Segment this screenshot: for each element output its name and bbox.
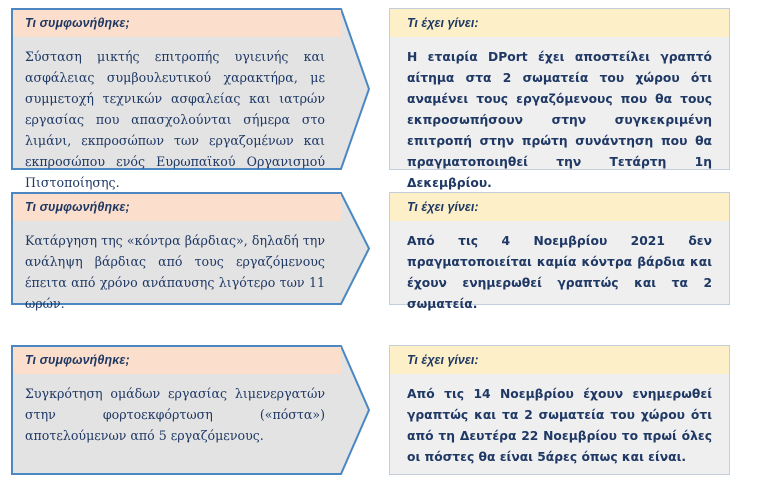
done-body-2: Από τις 4 Νοεμβρίου 2021 δεν πραγματοποιείται καμία κόντρα βάρδια και έχουν ενημερωθεί γραπτώς και τα 2 σωματεία. bbox=[407, 234, 712, 311]
agreed-body-3: Συγκρότηση ομάδων εργασίας λιμενεργατών στην φορτοεκφόρτωση («πόστα») αποτελούμενων από 5 εργαζόμενους. bbox=[25, 386, 325, 443]
done-callout-2 bbox=[389, 192, 730, 311]
agreed-callout-3 bbox=[11, 345, 370, 475]
agreed-content-2 bbox=[11, 192, 341, 311]
agreed-header-1: Τι συμφωνήθηκε; bbox=[25, 16, 130, 30]
done-body-1: Η εταιρία DPort έχει αποστείλει γραπτό αίτημα στα 2 σωματεία του χώρου ότι αναμένει τους εργαζόμενους που θα τους εκπροσωπήσουν στην συγκεκριμένη επιτροπή στην πρώτη συνάντηση που θα πραγματοποιηθεί την Τετάρτη 1η Δεκεμβρίου. bbox=[407, 50, 712, 190]
agreed-body-1: Σύσταση μικτής επιτροπής υγιεινής και ασφάλειας συμβουλευτικού χαρακτήρα, με συμμετοχή τεχνικών ασφαλείας και ιατρών εργασίας που απασχολούνται σήμερα στο λιμάνι, εκπροσώπων των εργαζομένων και εκπροσώπου ενός Ευρωπαϊκού Οργανισμού Πιστοποίησης. bbox=[25, 49, 325, 190]
agreed-callout-2 bbox=[11, 192, 370, 311]
done-header-2: Τι έχει γίνει: bbox=[390, 193, 729, 221]
agreed-callout-1 bbox=[11, 8, 370, 190]
done-header-3: Τι έχει γίνει: bbox=[390, 346, 729, 374]
done-body-3: Από τις 14 Νοεμβρίου έχουν ενημερωθεί γραπτώς και τα 2 σωματεία του χώρου ότι από τη Δευτέρα 22 Νοεμβρίου το πρωί όλες οι πόστες θα είναι 5άρες όπως και είναι. bbox=[407, 387, 712, 464]
done-callout-1 bbox=[389, 8, 730, 190]
done-callout-3 bbox=[389, 345, 730, 475]
agreed-content-3 bbox=[11, 345, 341, 475]
agreed-header-2: Τι συμφωνήθηκε; bbox=[25, 200, 130, 214]
agreed-content-1 bbox=[11, 8, 341, 190]
agreed-header-3: Τι συμφωνήθηκε; bbox=[25, 353, 130, 367]
done-header-1: Τι έχει γίνει: bbox=[390, 9, 729, 37]
agreed-body-2: Κατάργηση της «κόντρα βάρδιας», δηλαδή την ανάληψη βάρδιας από τους εργαζόμενους έπειτα από χρόνο ανάπαυσης λιγότερο των 11 ωρών. bbox=[25, 233, 325, 311]
